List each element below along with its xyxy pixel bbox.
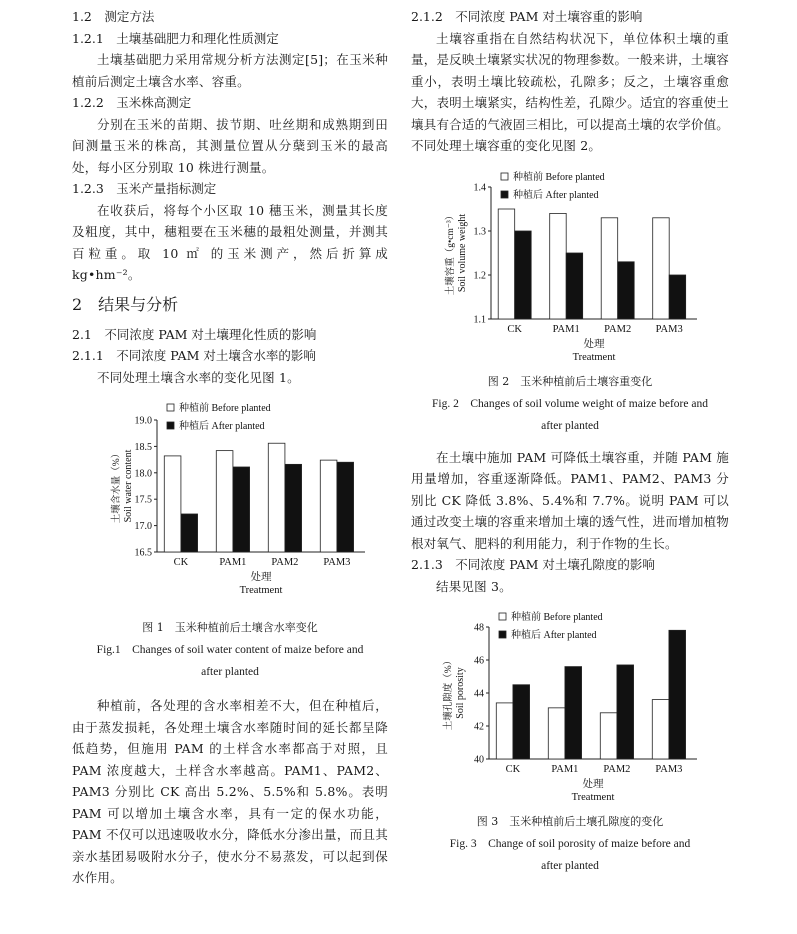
y-tick-label: 17.0 xyxy=(134,521,152,533)
bar-pam3-after xyxy=(669,275,685,319)
paragraph-fig1-intro: 不同处理土壤含水率的变化见图 1。 xyxy=(97,369,300,385)
legend-swatch-before xyxy=(167,404,174,411)
bar-pam2-after xyxy=(617,665,634,759)
figure-3 xyxy=(411,605,729,809)
chart-soil-volume-weight xyxy=(411,165,729,365)
x-axis-label-cn: 处理 xyxy=(582,779,604,790)
y-axis-label-en: Soil porosity xyxy=(455,667,466,719)
paragraph-water-content-result: 种植前，各处理的含水率相差不大，但在种植后，由于蒸发损耗，各处理土壤含水率随时间的延长都呈降低趋势，但施用 PAM 的土样含水率都高于对照，且 PAM 浓度越大，土样含水率越高。PAM1、PAM2、PAM3 分别比 CK 高出 5.2%、5.5%和 5.8%。表明 PAM 可以增加土壤含水率，具有一定的保水功能，PAM 不仅可以迅速吸收水分，降低水分渗出量，而且其亲水基团易吸附水分子，使水分不易蒸发，可以起到保水作用。 xyxy=(72,698,388,885)
y-tick-label: 44 xyxy=(474,688,484,700)
x-tick-label: PAM2 xyxy=(271,557,299,568)
x-tick-label: PAM1 xyxy=(551,764,579,775)
legend-swatch-after xyxy=(167,422,174,429)
bar-pam2-after xyxy=(285,464,302,552)
left-column xyxy=(72,6,388,889)
x-tick-label: PAM2 xyxy=(603,764,631,775)
legend-label-after: 种植后 After planted xyxy=(179,421,265,432)
bar-ck-after xyxy=(515,231,531,319)
bar-pam2-after xyxy=(618,261,634,318)
x-axis-label-en: Treatment xyxy=(571,792,615,803)
figure-2-caption-en-line1: Fig. 2 Changes of soil volume weight of maize before and xyxy=(432,397,708,410)
section-1-2-3-heading: 1.2.3 玉米产量指标测定 xyxy=(72,181,217,196)
figure-1-caption-en-line2: after planted xyxy=(201,666,259,678)
paragraph-yield: 在收获后，将每个小区取 10 穗玉米，测量其长度及粗度，其中，穗粗要在玉米穗的最粗处测量，并测其百粒重。取 10 ㎡ 的玉米测产，然后折算成 kg•hm⁻²。 xyxy=(72,202,388,282)
bar-pam2-before xyxy=(601,217,617,318)
legend-label-after: 种植后 After planted xyxy=(513,189,599,201)
section-2-1-2-heading: 2.1.2 不同浓度 PAM 对土壤容重的影响 xyxy=(411,9,643,24)
x-tick-label: PAM3 xyxy=(655,764,683,775)
x-tick-label: CK xyxy=(507,323,522,335)
figure-3-caption-cn: 图 3 玉米种植前后土壤孔隙度的变化 xyxy=(476,815,664,828)
legend-swatch-before xyxy=(499,613,506,620)
bar-pam1-before xyxy=(216,451,233,552)
y-tick-label: 16.5 xyxy=(134,547,152,559)
bar-ck-after xyxy=(513,685,530,759)
figure-3-caption-en-line2: after planted xyxy=(541,860,599,872)
y-tick-label: 40 xyxy=(474,754,484,766)
bar-pam1-before xyxy=(548,708,565,759)
y-axis-label-en: Soil water content xyxy=(123,449,134,523)
x-axis-label-cn: 处理 xyxy=(583,338,605,350)
legend-label-after: 种植后 After planted xyxy=(511,630,597,641)
bar-pam3-before xyxy=(653,217,669,318)
y-tick-label: 1.4 xyxy=(473,182,486,193)
bar-pam1-before xyxy=(550,213,566,319)
figure-1-caption-en-line1: Fig.1 Changes of soil water content of maize before and xyxy=(96,644,364,656)
figure-3-caption-en-line1: Fig. 3 Change of soil porosity of maize before and xyxy=(449,838,691,850)
bar-pam1-after xyxy=(565,667,582,759)
figure-2-caption-en-line2: after planted xyxy=(541,419,599,432)
legend-swatch-after xyxy=(499,631,506,638)
y-tick-label: 1.2 xyxy=(473,270,486,281)
bar-pam1-after xyxy=(566,253,582,319)
y-tick-label: 48 xyxy=(474,622,484,634)
x-tick-label: PAM3 xyxy=(655,323,683,335)
y-tick-label: 19.0 xyxy=(134,415,152,427)
y-tick-label: 18.5 xyxy=(134,441,152,453)
bar-pam3-after xyxy=(337,462,354,552)
x-tick-label: PAM1 xyxy=(219,557,247,568)
legend-label-before: 种植前 Before planted xyxy=(513,171,605,183)
legend-label-before: 种植前 Before planted xyxy=(179,403,271,414)
bar-pam3-before xyxy=(320,460,337,552)
x-tick-label: CK xyxy=(505,764,521,775)
y-axis-label-cn: 土壤含水量（%） xyxy=(112,448,122,524)
legend-swatch-after xyxy=(501,191,508,198)
chart-soil-water-content xyxy=(72,396,388,611)
legend-swatch-before xyxy=(501,173,508,180)
y-axis-label-cn: 土壤容重（g•cm⁻³） xyxy=(446,210,456,295)
y-axis-label-en: Soil volume weight xyxy=(457,213,468,292)
bar-pam2-before xyxy=(268,443,285,552)
chart-soil-porosity xyxy=(411,605,729,805)
x-axis-label-en: Treatment xyxy=(572,351,616,363)
figure-2 xyxy=(411,165,729,369)
bar-pam3-after xyxy=(669,630,686,759)
x-axis-label-en: Treatment xyxy=(239,585,283,596)
bar-ck-before xyxy=(498,209,514,319)
figure-1 xyxy=(72,396,388,615)
section-2-1-1-heading: 2.1.1 不同浓度 PAM 对土壤含水率的影响 xyxy=(72,348,316,363)
y-axis-label-cn: 土壤孔隙度（%） xyxy=(444,655,454,731)
x-axis-label-cn: 处理 xyxy=(250,572,272,583)
x-tick-label: PAM2 xyxy=(604,323,632,335)
bar-ck-before xyxy=(496,703,513,759)
figure-1-caption-cn: 图 1 玉米种植前后土壤含水率变化 xyxy=(142,621,318,634)
paragraph-bulk-density-intro: 土壤容重指在自然结构状况下，单位体积土壤的重量，是反映土壤紧实状况的物理参数。一般来讲，土壤容重小，表明土壤比较疏松，孔隙多；反之，土壤容重愈大，表明土壤紧实，结构性差，孔隙少。适宜的容重使土壤具有合适的气液固三相比，可以提高土壤的农学价值。不同处理土壤容重的变化见图 2。 xyxy=(411,30,729,153)
figure-2-caption-cn: 图 2 玉米种植前后土壤容重变化 xyxy=(487,374,653,388)
y-tick-label: 1.3 xyxy=(473,226,486,237)
section-1-2-heading: 1.2 测定方法 xyxy=(72,9,155,24)
y-tick-label: 1.1 xyxy=(473,314,486,325)
x-tick-label: PAM3 xyxy=(323,557,351,568)
legend-label-before: 种植前 Before planted xyxy=(511,612,603,623)
section-2-heading: 2 结果与分析 xyxy=(72,294,179,314)
section-1-2-1-heading: 1.2.1 土壤基础肥力和理化性质测定 xyxy=(72,30,279,46)
bar-pam1-after xyxy=(233,467,250,552)
x-tick-label: CK xyxy=(173,557,189,568)
y-tick-label: 17.5 xyxy=(134,494,152,506)
section-2-1-heading: 2.1 不同浓度 PAM 对土壤理化性质的影响 xyxy=(72,326,317,342)
bar-ck-after xyxy=(181,514,198,552)
right-column xyxy=(411,6,729,877)
y-tick-label: 18.0 xyxy=(134,468,152,480)
section-1-2-2-heading: 1.2.2 玉米株高测定 xyxy=(72,95,192,110)
y-tick-label: 42 xyxy=(474,721,484,733)
bar-ck-before xyxy=(164,456,181,552)
paragraph-plant-height: 分别在玉米的苗期、拔节期、吐丝期和成熟期到田间测量玉米的株高，其测量位置从分蘖到玉米的最高处，每小区分别取 10 株进行测量。 xyxy=(72,116,388,175)
bar-pam3-before xyxy=(652,700,669,759)
section-2-1-3-heading: 2.1.3 不同浓度 PAM 对土壤孔隙度的影响 xyxy=(411,557,655,572)
paragraph-soil-fertility: 土壤基础肥力采用常规分析方法测定[5]；在玉米种植前后测定土壤含水率、容重。 xyxy=(72,52,388,89)
x-tick-label: PAM1 xyxy=(552,323,580,335)
y-tick-label: 46 xyxy=(474,655,484,667)
bar-pam2-before xyxy=(600,713,617,759)
paragraph-fig3-intro: 结果见图 3。 xyxy=(436,578,512,594)
paragraph-bulk-density-result: 在土壤中施加 PAM 可降低土壤容重，并随 PAM 施用量增加，容重逐渐降低。PAM1、PAM2、PAM3 分别比 CK 降低 3.8%、5.4%和 7.7%。说明 PAM 可以通过改变土壤的容重来增加土壤的透气性，进而增加植物根对氧气、肥料的利用能力，利于作物的生长。 xyxy=(411,449,729,551)
